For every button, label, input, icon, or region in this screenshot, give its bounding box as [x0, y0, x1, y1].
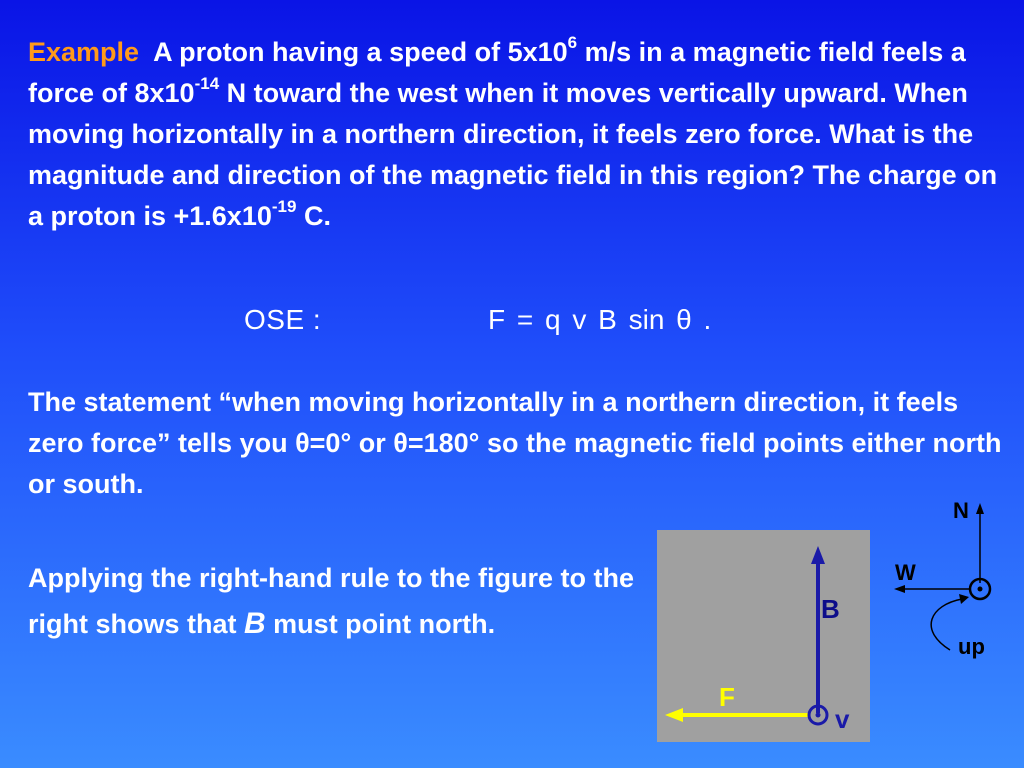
north-arrow-head — [976, 503, 984, 514]
problem-text-2: m/s in a magnetic field feels a force of 8x10 — [28, 37, 966, 108]
up-pointer-head — [959, 594, 969, 604]
statement-paragraph: The statement “when moving horizontally in a northern direction, it feels zero force” tells you θ=0° or θ=180° so the magnetic field points either north or south. — [28, 387, 1002, 499]
conclusion-text-2: must point north. — [265, 609, 496, 639]
exponent-force: -14 — [194, 74, 220, 93]
problem-text-4: C. — [296, 201, 331, 231]
north-label: N — [953, 498, 969, 523]
west-label: W — [895, 560, 916, 585]
exponent-charge: -19 — [271, 197, 297, 216]
b-label: B — [821, 594, 840, 624]
west-arrow-head — [894, 585, 905, 593]
problem-text-1: A proton having a speed of 5x10 — [153, 37, 568, 67]
v-label: v — [835, 704, 850, 734]
ose-equation: F = q v B sin θ . — [488, 304, 712, 335]
b-vector-symbol: B — [244, 607, 266, 640]
up-label: up — [958, 634, 985, 659]
problem-text-3: N toward the west when it moves vertically upward. When moving horizontally in a northern direction, it feels zero force. What is the magnitude and direction of the magnetic field in this region? The charge on a proton is +1.6x10 — [28, 78, 998, 231]
example-label: Example — [28, 37, 140, 67]
exponent-speed: 6 — [567, 33, 578, 52]
f-label: F — [719, 682, 735, 712]
ose-label: OSE : — [244, 304, 322, 335]
up-dot — [978, 587, 983, 592]
conclusion-text-1: Applying the right-hand rule to the figure to the right shows that — [28, 563, 634, 639]
